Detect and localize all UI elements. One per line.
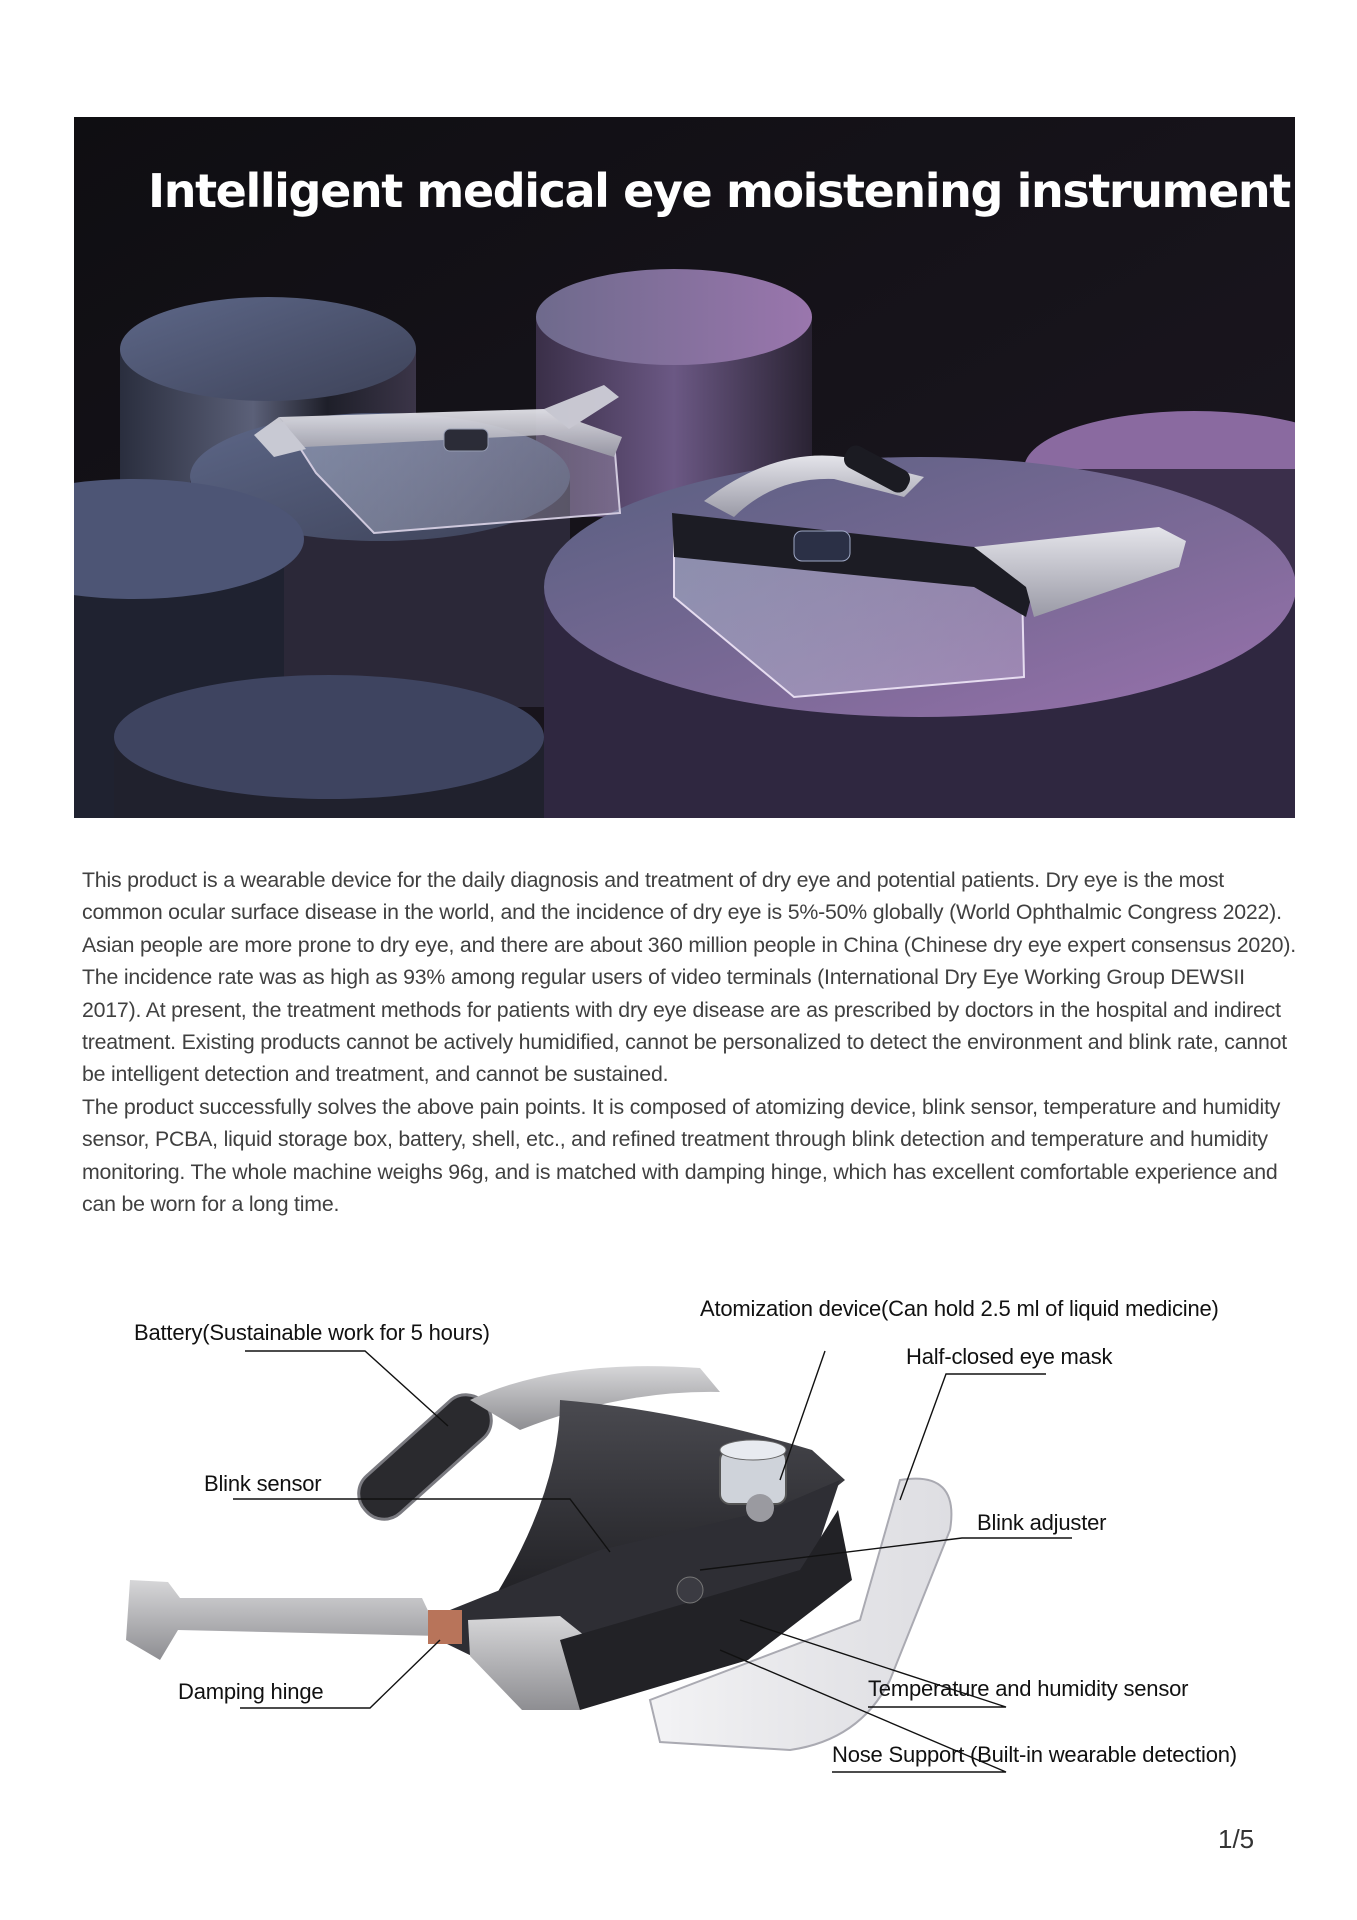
page-number: 1/5 [1218,1824,1255,1854]
hero-product-render [74,117,1295,818]
callout-damping-hinge: Damping hinge [178,1679,324,1704]
description-paragraph-2: The product successfully solves the above pain points. It is composed of atomizing device, blink sensor, temperature and humidity sensor, PCBA, liquid storage box, battery, shell, etc., and refined treatment through blink detection and temperature and humidity monitoring. The whole machine weighs 96g, and is matched with damping hinge, which has excellent comfortable experience and can be worn for a long time. [82,1094,1281,1217]
product-description [82,864,1302,1220]
callout-blink-sensor: Blink sensor [204,1471,322,1496]
exploded-view-illustration [0,1280,1357,1800]
callout-atomization-device: Atomization device(Can hold 2.5 ml of liquid medicine) [700,1296,1219,1321]
callout-nose-support: Nose Support (Built-in wearable detection) [832,1742,1237,1767]
hero-banner [74,117,1295,818]
callout-battery: Battery(Sustainable work for 5 hours) [134,1320,490,1345]
callout-blink-adjuster: Blink adjuster [977,1510,1107,1535]
exploded-diagram [0,1280,1357,1800]
description-paragraph-1: This product is a wearable device for the daily diagnosis and treatment of dry eye and potential patients. Dry eye is the most common ocular surface disease in the world, and the incidence of dry eye is 5%-50% globally (World Ophthalmic Congress 2022). Asian people are more prone to dry eye, and there are about 360 million people in China (Chinese dry eye expert consensus 2020). The incidence rate was as high as 93% among regular users of video terminals (International Dry Eye Working Group DEWSII 2017). At present, the treatment methods for patients with dry eye disease are as prescribed by doctors in the hospital and indirect treatment. Existing products cannot be actively humidified, cannot be personalized to detect the environment and blink rate, cannot be intelligent detection and treatment, and cannot be sustained. [82,868,1296,1087]
callout-temperature-humidity-sensor: Temperature and humidity sensor [868,1676,1189,1701]
callout-half-closed-eye-mask: Half-closed eye mask [906,1344,1113,1369]
page-title: Intelligent medical eye moistening instrument [148,164,1290,218]
